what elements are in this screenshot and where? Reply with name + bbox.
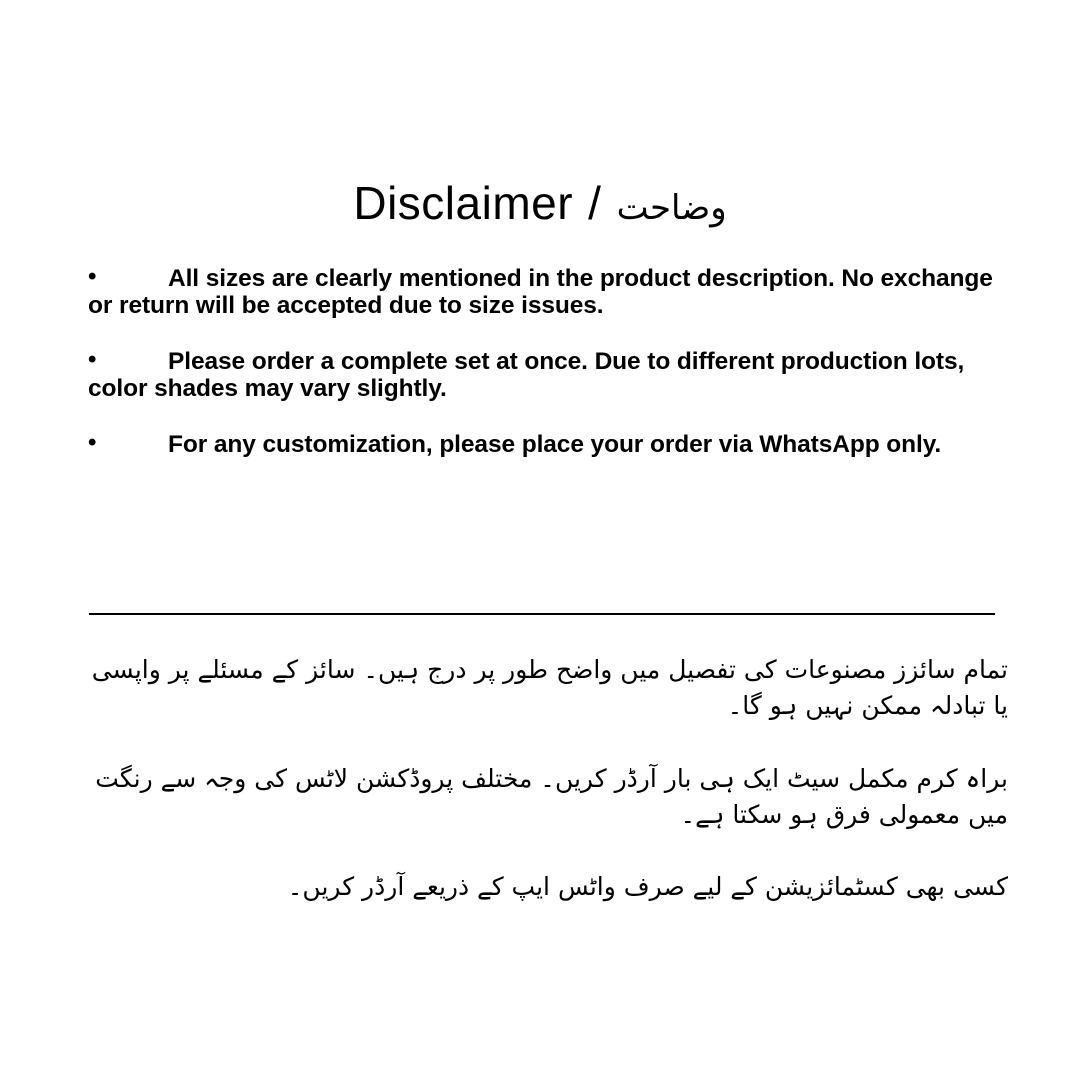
list-item-text: All sizes are clearly mentioned in the product description. No exchange or return will be accepted due to size issues. (88, 265, 993, 320)
list-item (88, 345, 1004, 403)
section-divider (89, 613, 995, 615)
page-title (0, 178, 1080, 229)
urdu-line: تمام سائزز مصنوعات کی تفصیل میں واضح طور پر درج ہیں۔ سائز کے مسئلے پر واپسی یا تبادلہ ممکن نہیں ہو گا۔ (91, 655, 1008, 721)
list-item (88, 428, 1004, 458)
bullet-icon: • (88, 345, 97, 373)
list-item-text: Please order a complete set at once. Due to different production lots, color shades may vary slightly. (88, 347, 965, 403)
urdu-line: براہ کرم مکمل سیٹ ایک ہی بار آرڈر کریں۔ مختلف پروڈکشن لاٹس کی وجہ سے رنگت میں معمولی فرق ہو سکتا ہے۔ (95, 763, 1008, 829)
bullet-icon: • (88, 263, 97, 290)
urdu-disclaimer-list (78, 652, 1008, 905)
bullet-icon: • (88, 428, 97, 456)
list-item-text: For any customization, please place your order via WhatsApp only. (168, 430, 942, 458)
english-disclaimer-list (88, 265, 1004, 458)
title-separator: / (588, 177, 602, 229)
urdu-line: کسی بھی کسٹمائزیشن کے لیے صرف واٹس ایپ کے ذریعے آرڈر کریں۔ (287, 872, 1008, 901)
list-item (88, 265, 1004, 320)
title-english: Disclaimer (353, 177, 574, 229)
title-urdu: وضاحت (616, 188, 727, 228)
